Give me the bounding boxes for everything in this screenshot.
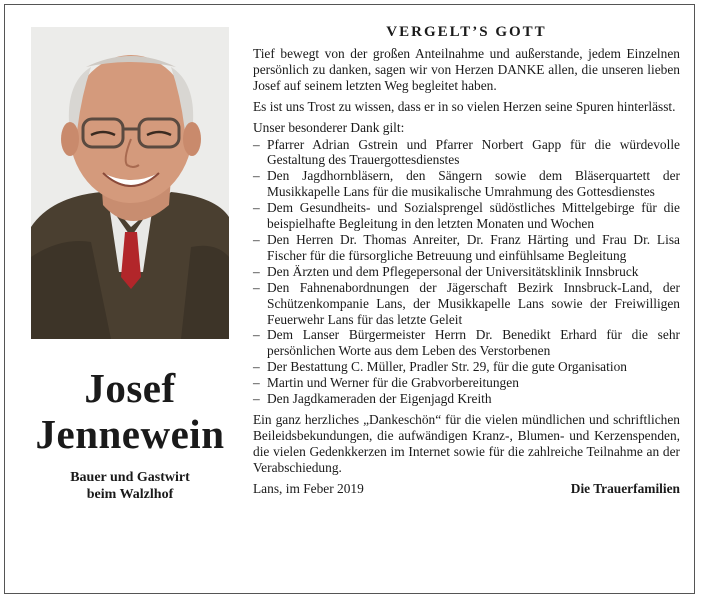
list-item: – Pfarrer Adrian Gstrein und Pfarrer Norbert Gapp für die würdevolle Gestaltung des Trauergottesdienstes — [253, 137, 680, 169]
signature: Die Trauerfamilien — [570, 480, 680, 496]
person-name — [23, 365, 237, 457]
list-item: – Dem Lanser Bürgermeister Herrn Dr. Benedikt Erhard für die sehr persönlichen Worte aus dem Leben des Verstorbenen — [253, 327, 680, 359]
notice-footer — [253, 481, 680, 497]
last-name: Jennewein — [35, 411, 225, 457]
thanks-list — [253, 137, 680, 407]
role-line-1: Bauer und Gastwirt — [70, 470, 190, 485]
list-item: – Den Fahnenabordnungen der Jägerschaft Bezirk Innsbruck-Land, der Schützenkompanie Lans, der Musikkapelle Lans sowie der Freiwilligen Feuerwehr Lans für das letzte Geleit — [253, 280, 680, 328]
intro-paragraph: Tief bewegt von der großen Anteilnahme und außerstande, jedem Einzelnen persönlich zu danken, sagen wir von Herzen DANKE allen, die unseren lieben Josef auf seinem letzten Weg begleitet haben. — [253, 46, 680, 93]
right-column — [253, 23, 680, 496]
list-item: – Der Bestattung C. Müller, Pradler Str. 29, für die gute Organisation — [253, 359, 680, 375]
person-role — [23, 469, 237, 503]
list-item: – Dem Gesundheits- und Sozialsprengel südöstliches Mittelgebirge für die beispielhafte Begleitung in den letzten Monaten und Wochen — [253, 200, 680, 232]
closing-paragraph: Ein ganz herzliches „Dankeschön“ für die vielen mündlichen und schriftlichen Beileidsbekundungen, die aufwändigen Kranz-, Blumen- und Kerzenspenden, die vielen Gedenkkerzen im Internet sowie für die zahlreiche Teilnahme an der Verabschiedung. — [253, 411, 680, 475]
trost-paragraph: Es ist uns Trost zu wissen, dass er in so vielen Herzen seine Spuren hinterlässt. — [253, 98, 676, 114]
thanks-title: Unser besonderer Dank gilt: — [253, 119, 405, 135]
role-line-2: beim Walzlhof — [86, 487, 174, 502]
first-name: Josef — [84, 365, 176, 411]
portrait-photo — [31, 27, 229, 339]
left-column — [23, 27, 237, 503]
list-item: – Den Ärzten und dem Pflegepersonal der Universitätsklinik Innsbruck — [253, 264, 680, 280]
notice-heading: VERGELT’S GOTT — [386, 24, 547, 40]
place-date: Lans, im Feber 2019 — [253, 480, 364, 496]
list-item: – Den Herren Dr. Thomas Anreiter, Dr. Franz Härting und Frau Dr. Lisa Fischer für die fürsorgliche Betreuung und einfühlsame Begleitung — [253, 232, 680, 264]
list-item: – Den Jagdkameraden der Eigenjagd Kreith — [253, 391, 680, 407]
obituary-notice — [4, 4, 695, 594]
list-item: – Den Jagdhornbläsern, den Sängern sowie dem Bläserquartett der Musikkapelle Lans für die musikalische Umrahmung des Gottesdienstes — [253, 168, 680, 200]
portrait-photo-icon — [31, 27, 229, 339]
list-item: – Martin und Werner für die Grabvorbereitungen — [253, 375, 680, 391]
